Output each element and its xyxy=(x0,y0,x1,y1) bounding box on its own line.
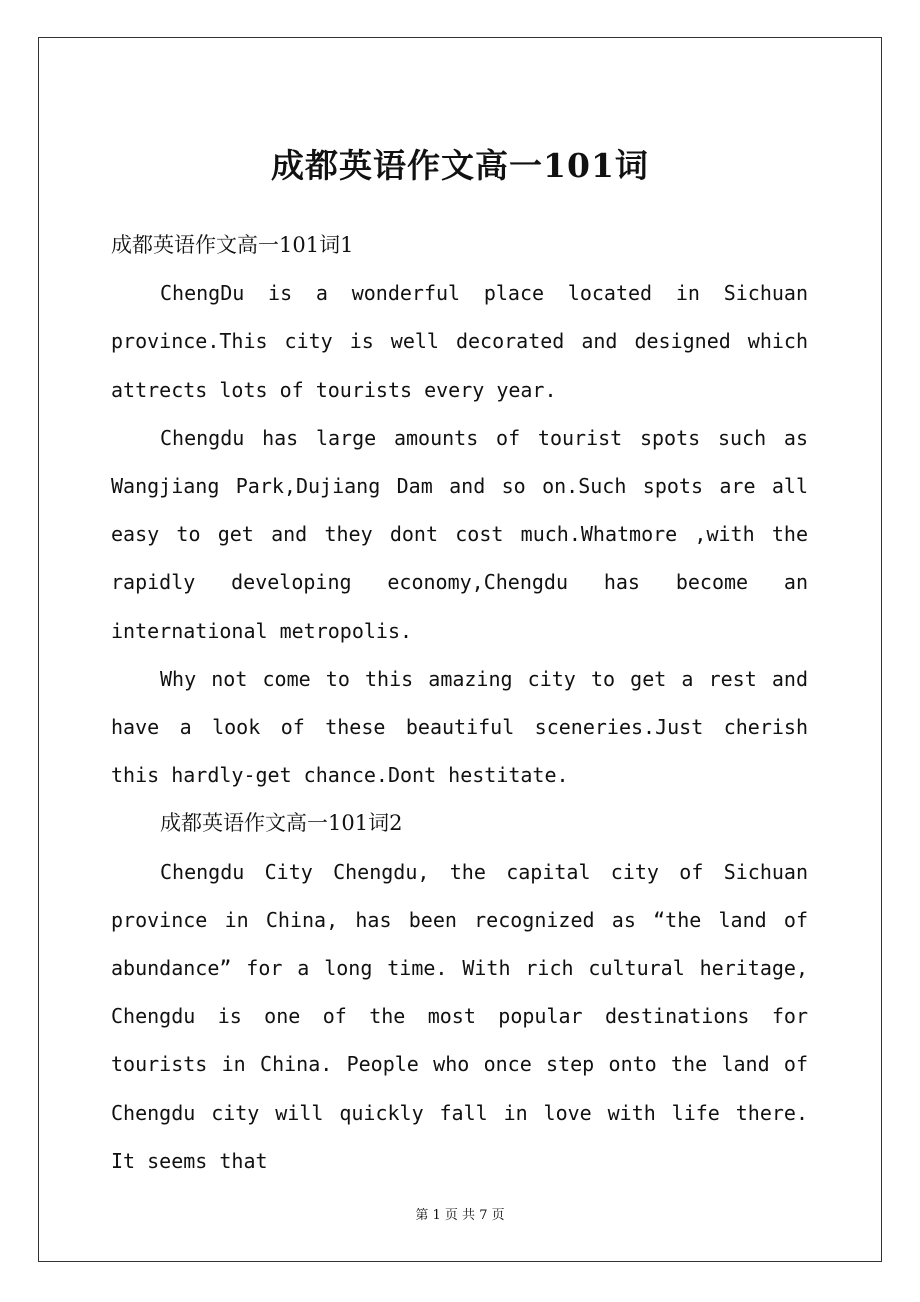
section-heading-1: 成都英语作文高一101词1 xyxy=(111,233,354,257)
paragraph: Chengdu City Chengdu, the capital city of Sichuan province in China, has been recognized as “the land of abundance” for a long time. With rich cultural heritage, Chengdu is one of the most popular destinations for tourists in China. People who once step onto the land of Chengdu city will quickly fall in love with life there. It seems that xyxy=(111,859,808,1173)
section-heading-2: 成都英语作文高一101词2 xyxy=(160,811,403,836)
document-body xyxy=(111,221,808,1185)
document-title: 成都英语作文高一101词 xyxy=(271,146,649,185)
paragraph: ChengDu is a wonderful place located in Sichuan province.This city is well decorated and designed which attrects lots of tourists every year. xyxy=(111,281,808,402)
paragraph: Why not come to this amazing city to get a rest and have a look of these beautiful sceneries.Just cherish this hardly-get chance.Dont hestitate. xyxy=(111,666,808,788)
page-number-footer: 第 1 页 共 7 页 xyxy=(415,1208,505,1223)
paragraph: Chengdu has large amounts of tourist spots such as Wangjiang Park,Dujiang Dam and so on.Such spots are all easy to get and they dont cost much.Whatmore ,with the rapidly developing economy,Chengdu has become an international metropolis. xyxy=(111,425,808,643)
